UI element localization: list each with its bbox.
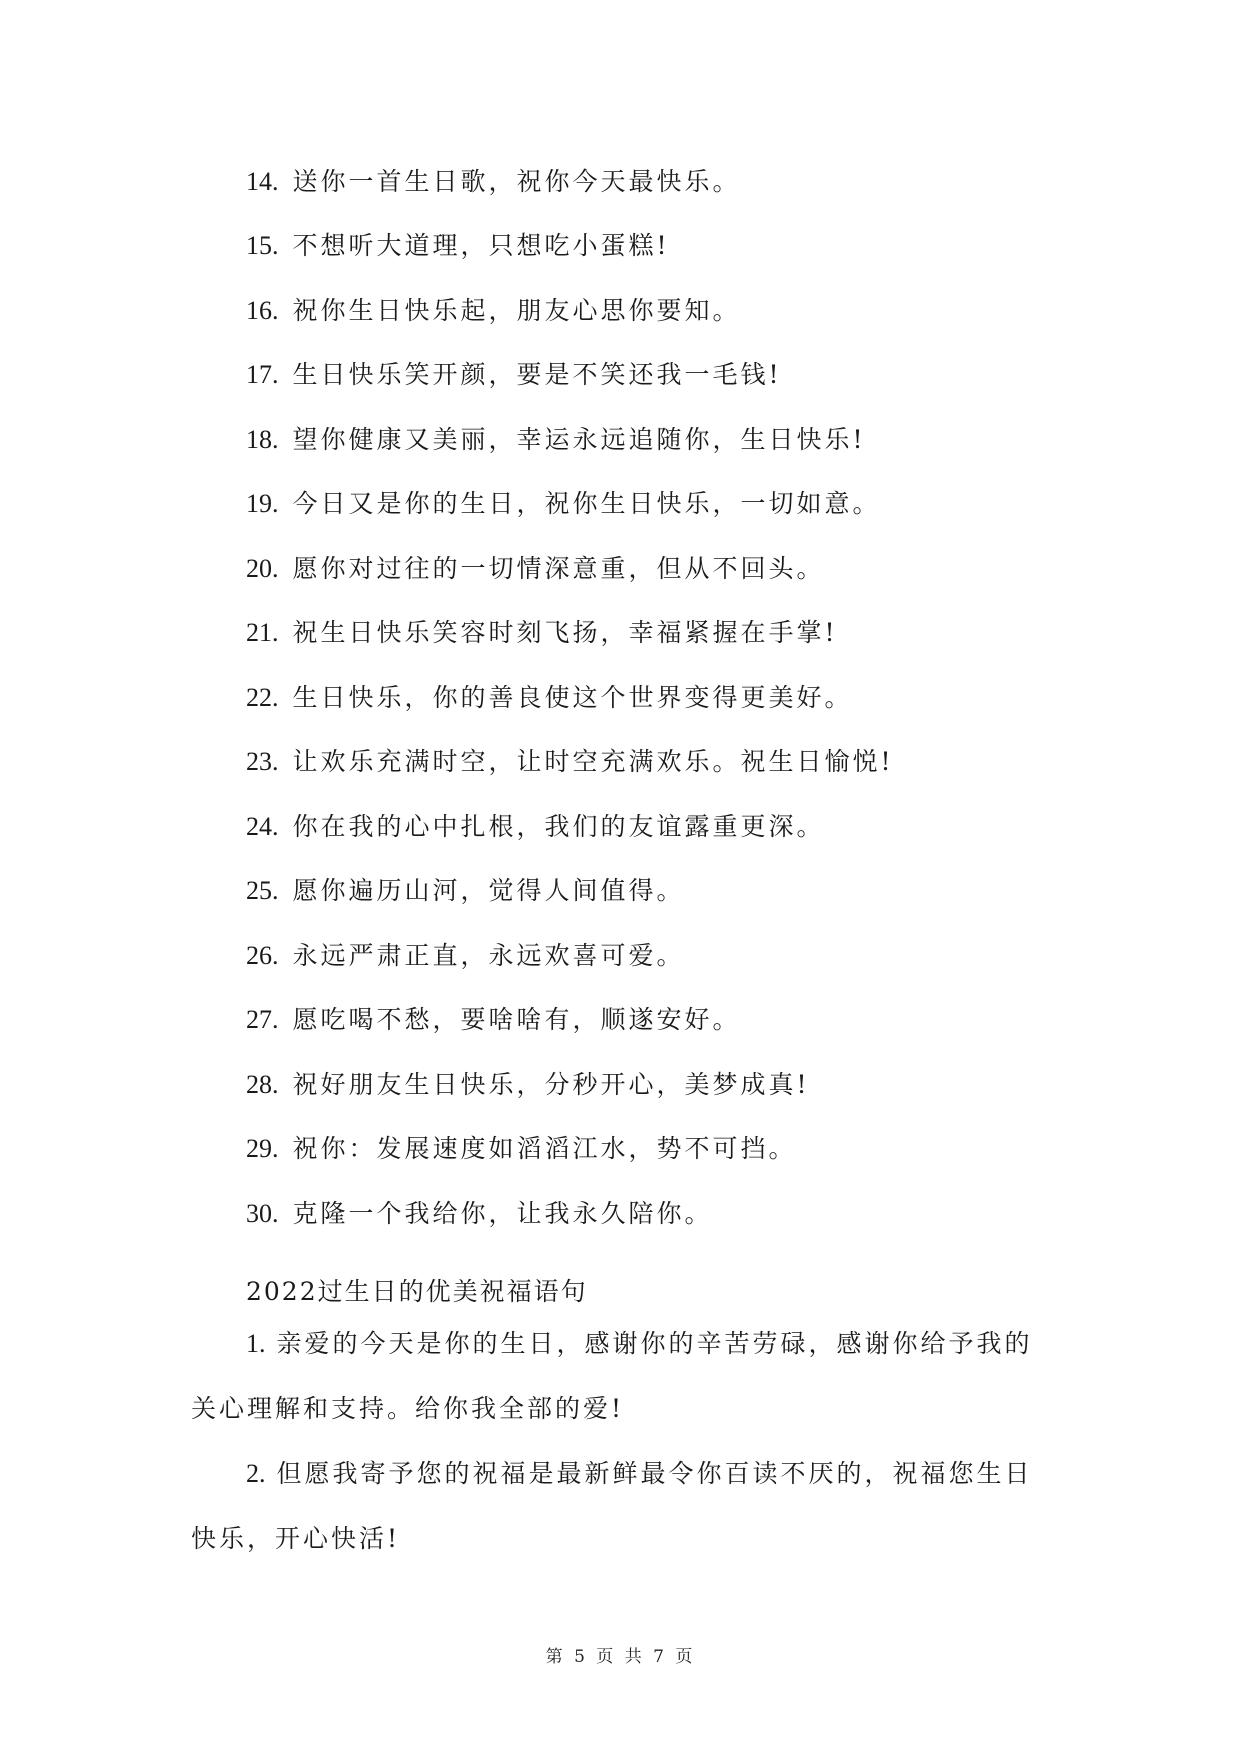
item-number: 25. [246,876,279,905]
item-text: 不想听大道理，只想吃小蛋糕! [292,231,670,260]
item-text: 祝好朋友生日快乐，分秒开心，美梦成真! [292,1070,810,1099]
item-text: 让欢乐充满时空，让时空充满欢乐。祝生日愉悦! [292,747,894,776]
paragraph [191,1441,1056,1571]
item-number: 14. [246,167,279,196]
paragraph-text: 但愿我寄予您的祝福是最新鲜最令你百读不厌的，祝福您生日快乐，开心快活! [191,1459,1033,1553]
list-item [246,549,1066,589]
paragraph [191,1311,1056,1441]
item-text: 你在我的心中扎根，我们的友谊露重更深。 [292,812,825,841]
item-number: 18. [246,425,279,454]
paragraph-text: 亲爱的今天是你的生日，感谢你的辛苦劳碌，感谢你给予我的关心理解和支持。给你我全部的爱! [191,1329,1033,1423]
item-text: 永远严肃正直，永远欢喜可爱。 [292,941,685,970]
item-text: 今日又是你的生日，祝你生日快乐，一切如意。 [292,489,881,518]
list-item [246,1194,1066,1234]
item-text: 祝你生日快乐起，朋友心思你要知。 [292,296,741,325]
item-number: 19. [246,489,279,518]
item-number: 30. [246,1199,279,1228]
list-item [246,1065,1066,1105]
section-heading: 2022过生日的优美祝福语句 [246,1277,588,1306]
list-item [246,613,1066,653]
item-number: 16. [246,296,279,325]
list-item [246,871,1066,911]
item-text: 愿你对过往的一切情深意重，但从不回头。 [292,554,825,583]
list-item [246,226,1066,266]
item-text: 祝你：发展速度如滔滔江水，势不可挡。 [292,1134,797,1163]
list-item [246,1000,1066,1040]
paragraph-number: 2. [246,1459,266,1488]
item-number: 28. [246,1070,279,1099]
list-item [246,355,1066,395]
list-item [246,807,1066,847]
item-number: 20. [246,554,279,583]
list-item [246,484,1066,524]
item-number: 23. [246,747,279,776]
list-item [246,936,1066,976]
list-item [246,162,1066,202]
item-number: 22. [246,683,279,712]
item-text: 祝生日快乐笑容时刻飞扬，幸福紧握在手掌! [292,618,838,647]
list-item [246,420,1066,460]
item-number: 29. [246,1134,279,1163]
paragraph-number: 1. [246,1329,266,1358]
item-text: 送你一首生日歌，祝你今天最快乐。 [292,167,741,196]
list-item [246,678,1066,718]
item-number: 15. [246,231,279,260]
list-item [246,1129,1066,1169]
item-number: 24. [246,812,279,841]
item-text: 愿吃喝不愁，要啥啥有，顺遂安好。 [292,1005,741,1034]
item-text: 克隆一个我给你，让我永久陪你。 [292,1199,713,1228]
list-item [246,291,1066,331]
item-text: 生日快乐笑开颜，要是不笑还我一毛钱! [292,360,782,389]
item-text: 生日快乐，你的善良使这个世界变得更美好。 [292,683,853,712]
item-number: 17. [246,360,279,389]
item-number: 27. [246,1005,279,1034]
page-footer: 第 5 页 共 7 页 [545,1647,696,1667]
item-number: 21. [246,618,279,647]
item-number: 26. [246,941,279,970]
list-item [246,742,1066,782]
item-text: 愿你遍历山河，觉得人间值得。 [292,876,685,905]
item-text: 望你健康又美丽，幸运永远追随你，生日快乐! [292,425,866,454]
